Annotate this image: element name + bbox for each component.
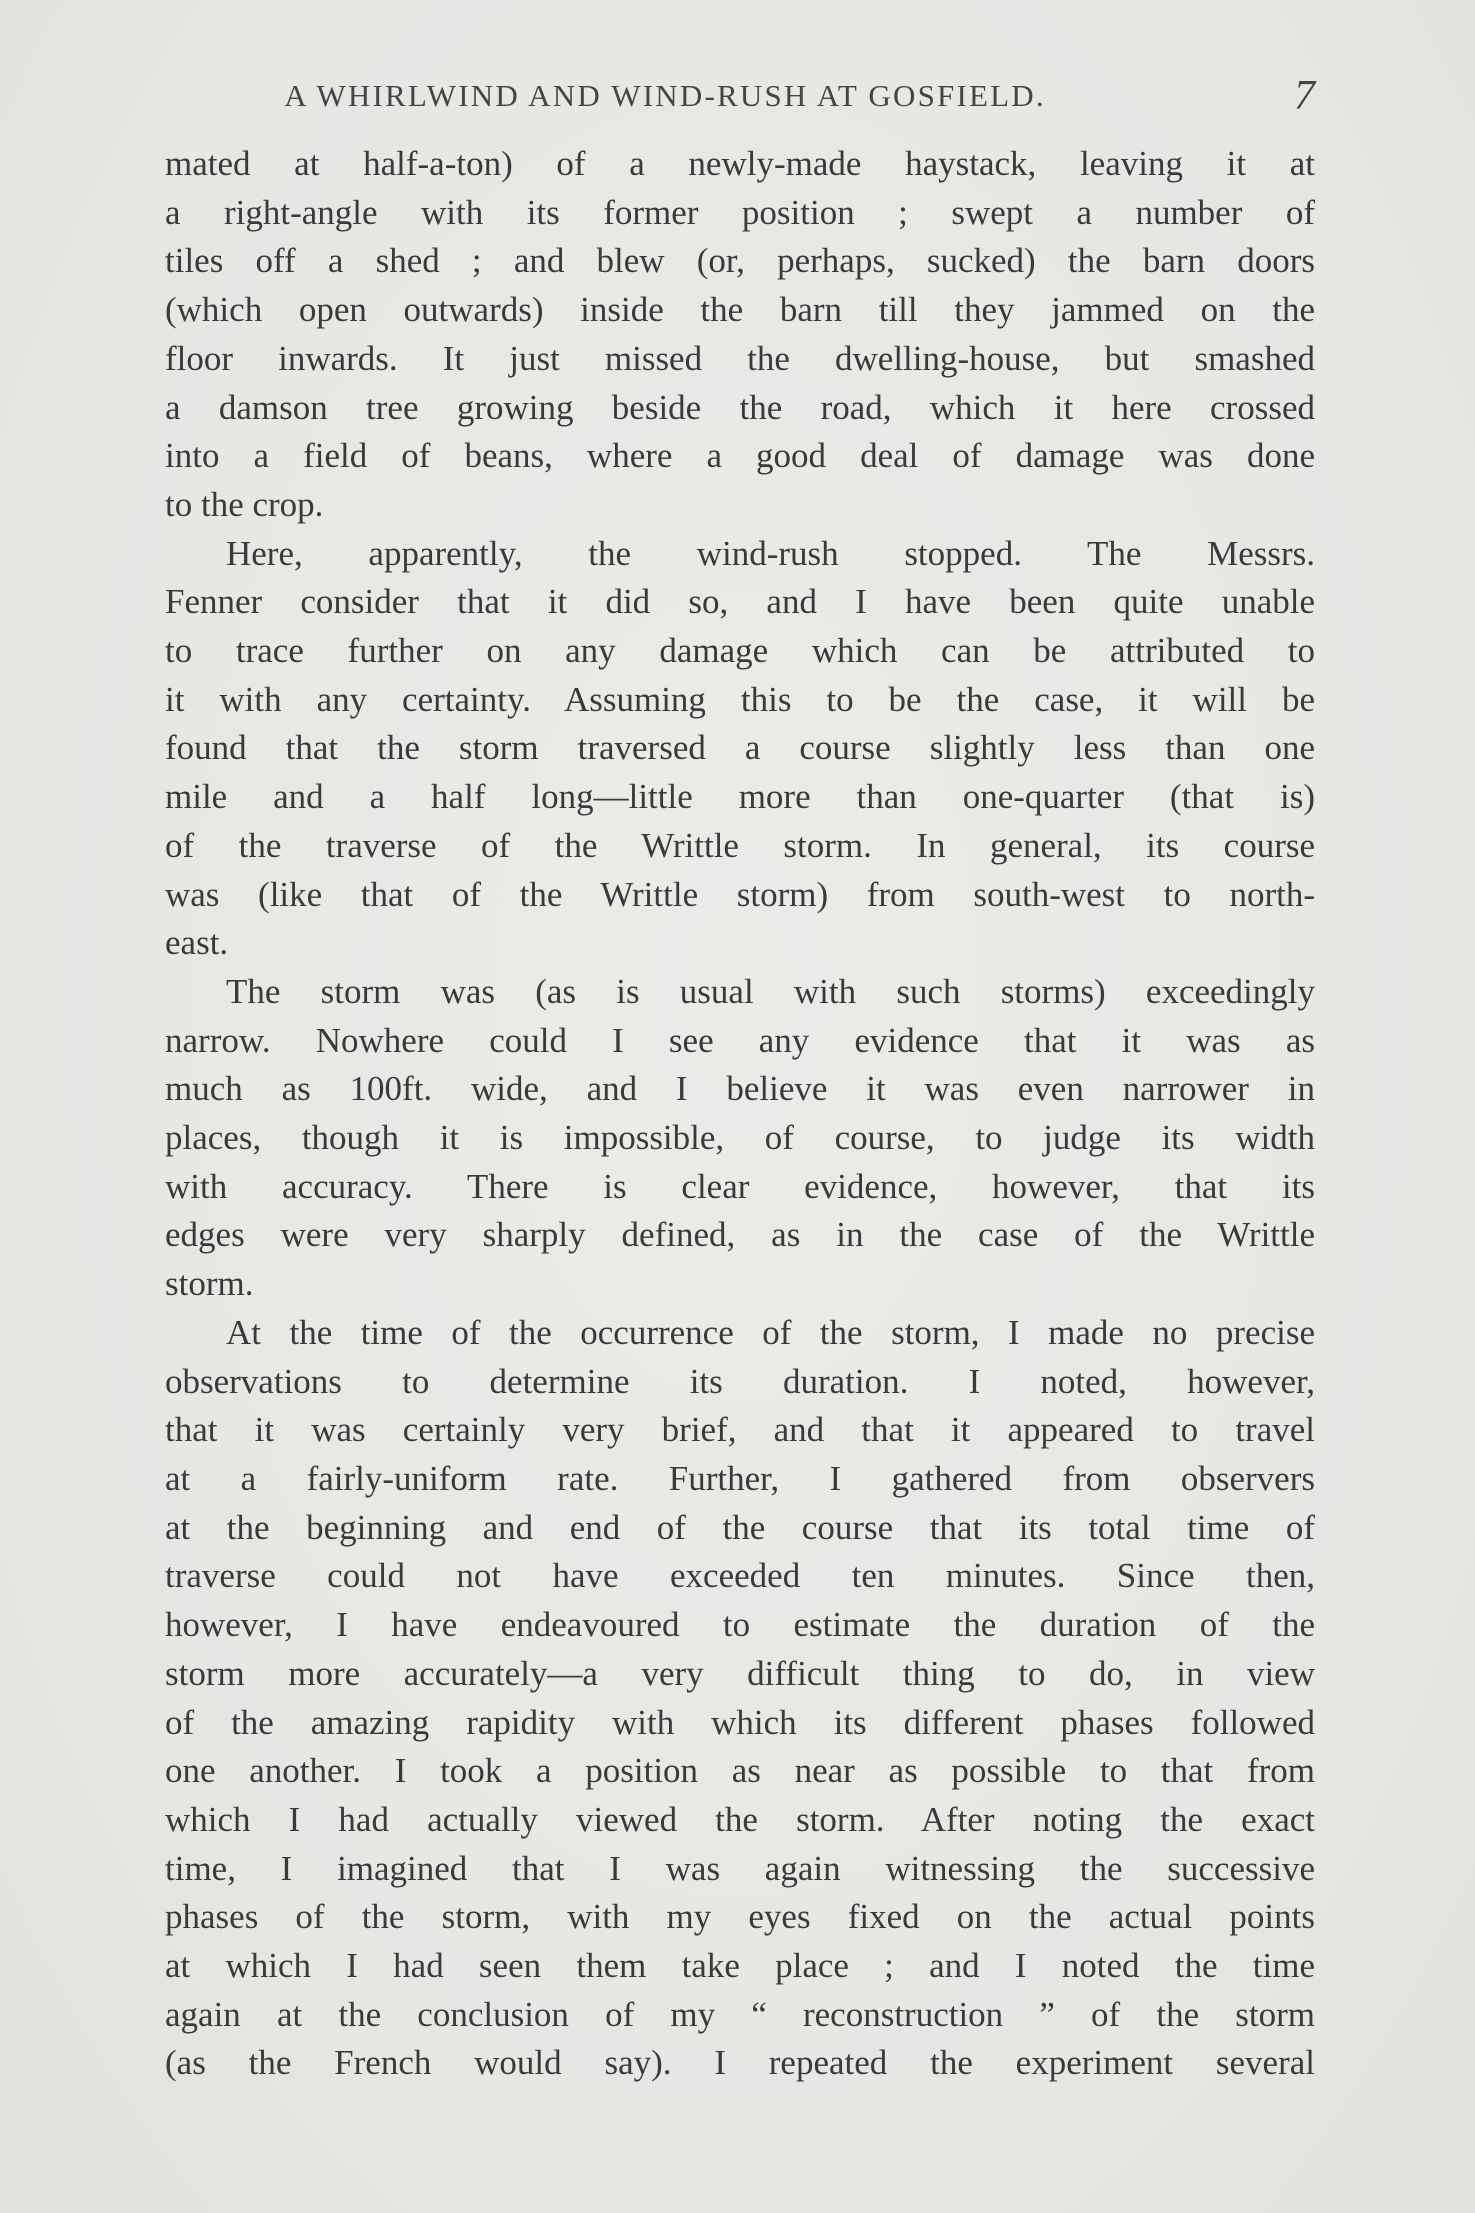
text-line: that it was certainly very brief, and that it appeared to travel [165, 1410, 1315, 1450]
text-line: storm more accurately—a very difficult thing to do, in view [165, 1653, 1315, 1693]
text-line: (which open outwards) inside the barn till they jammed on the [165, 290, 1315, 330]
text-line: narrow. Nowhere could I see any evidence that it was as [165, 1020, 1315, 1060]
text-line: At the time of the occurrence of the storm, I made no precise [226, 1312, 1315, 1352]
text-line: it with any certainty. Assuming this to be the case, it will be [165, 679, 1315, 719]
text-line: floor inwards. It just missed the dwelling-house, but smashed [165, 338, 1315, 378]
text-line: Here, apparently, the wind-rush stopped. The Messrs. [226, 533, 1315, 573]
text-line: a right-angle with its former position ; swept a number of [165, 192, 1315, 232]
text-line: to the crop. [165, 484, 324, 524]
text-line: found that the storm traversed a course slightly less than one [165, 728, 1315, 768]
text-line: however, I have endeavoured to estimate the duration of the [165, 1605, 1315, 1645]
text-line: time, I imagined that I was again witnessing the successive [165, 1848, 1315, 1888]
text-line: traverse could not have exceeded ten minutes. Since then, [165, 1556, 1315, 1596]
text-line: at which I had seen them take place ; and I noted the time [165, 1946, 1315, 1986]
text-line: which I had actually viewed the storm. After noting the exact [165, 1799, 1315, 1839]
text-line: a damson tree growing beside the road, which it here crossed [165, 387, 1315, 427]
text-line: edges were very sharply defined, as in the case of the Writtle [165, 1215, 1315, 1255]
text-line: one another. I took a position as near as possible to that from [165, 1751, 1315, 1791]
text-line: The storm was (as is usual with such storms) exceedingly [226, 971, 1315, 1011]
text-line: (as the French would say). I repeated the experiment several [165, 2043, 1315, 2083]
running-head [165, 72, 1315, 122]
text-line: mated at half-a-ton) of a newly-made haystack, leaving it at [165, 144, 1315, 183]
body-text [165, 140, 1315, 2088]
text-line: storm. [165, 1264, 254, 1304]
text-line: east. [165, 923, 229, 963]
text-line: mile and a half long—little more than one-quarter (that is) [165, 777, 1315, 817]
text-line: phases of the storm, with my eyes fixed on the actual points [165, 1897, 1315, 1937]
running-title: A WHIRLWIND AND WIND-RUSH AT GOSFIELD. [284, 78, 1046, 113]
text-line: places, though it is impossible, of course, to judge its width [165, 1118, 1315, 1158]
text-line: Fenner consider that it did so, and I have been quite unable [165, 582, 1315, 622]
text-line: to trace further on any damage which can be attributed to [165, 631, 1315, 671]
text-line: much as 100ft. wide, and I believe it was even narrower in [165, 1069, 1315, 1109]
text-line: observations to determine its duration. I noted, however, [165, 1361, 1315, 1401]
text-line: was (like that of the Writtle storm) from south-west to north- [165, 874, 1315, 914]
text-line: at the beginning and end of the course that its total time of [165, 1507, 1315, 1547]
text-line: with accuracy. There is clear evidence, however, that its [165, 1166, 1315, 1206]
page-number: 7 [1294, 73, 1315, 119]
text-line: again at the conclusion of my “ reconstruction ” of the storm [165, 1994, 1315, 2034]
text-line: at a fairly-uniform rate. Further, I gathered from observers [165, 1458, 1315, 1498]
text-line: of the traverse of the Writtle storm. In general, its course [165, 825, 1315, 865]
text-line: of the amazing rapidity with which its different phases followed [165, 1702, 1315, 1742]
text-line: tiles off a shed ; and blew (or, perhaps, sucked) the barn doors [165, 241, 1315, 281]
text-line: into a field of beans, where a good deal of damage was done [165, 436, 1315, 476]
